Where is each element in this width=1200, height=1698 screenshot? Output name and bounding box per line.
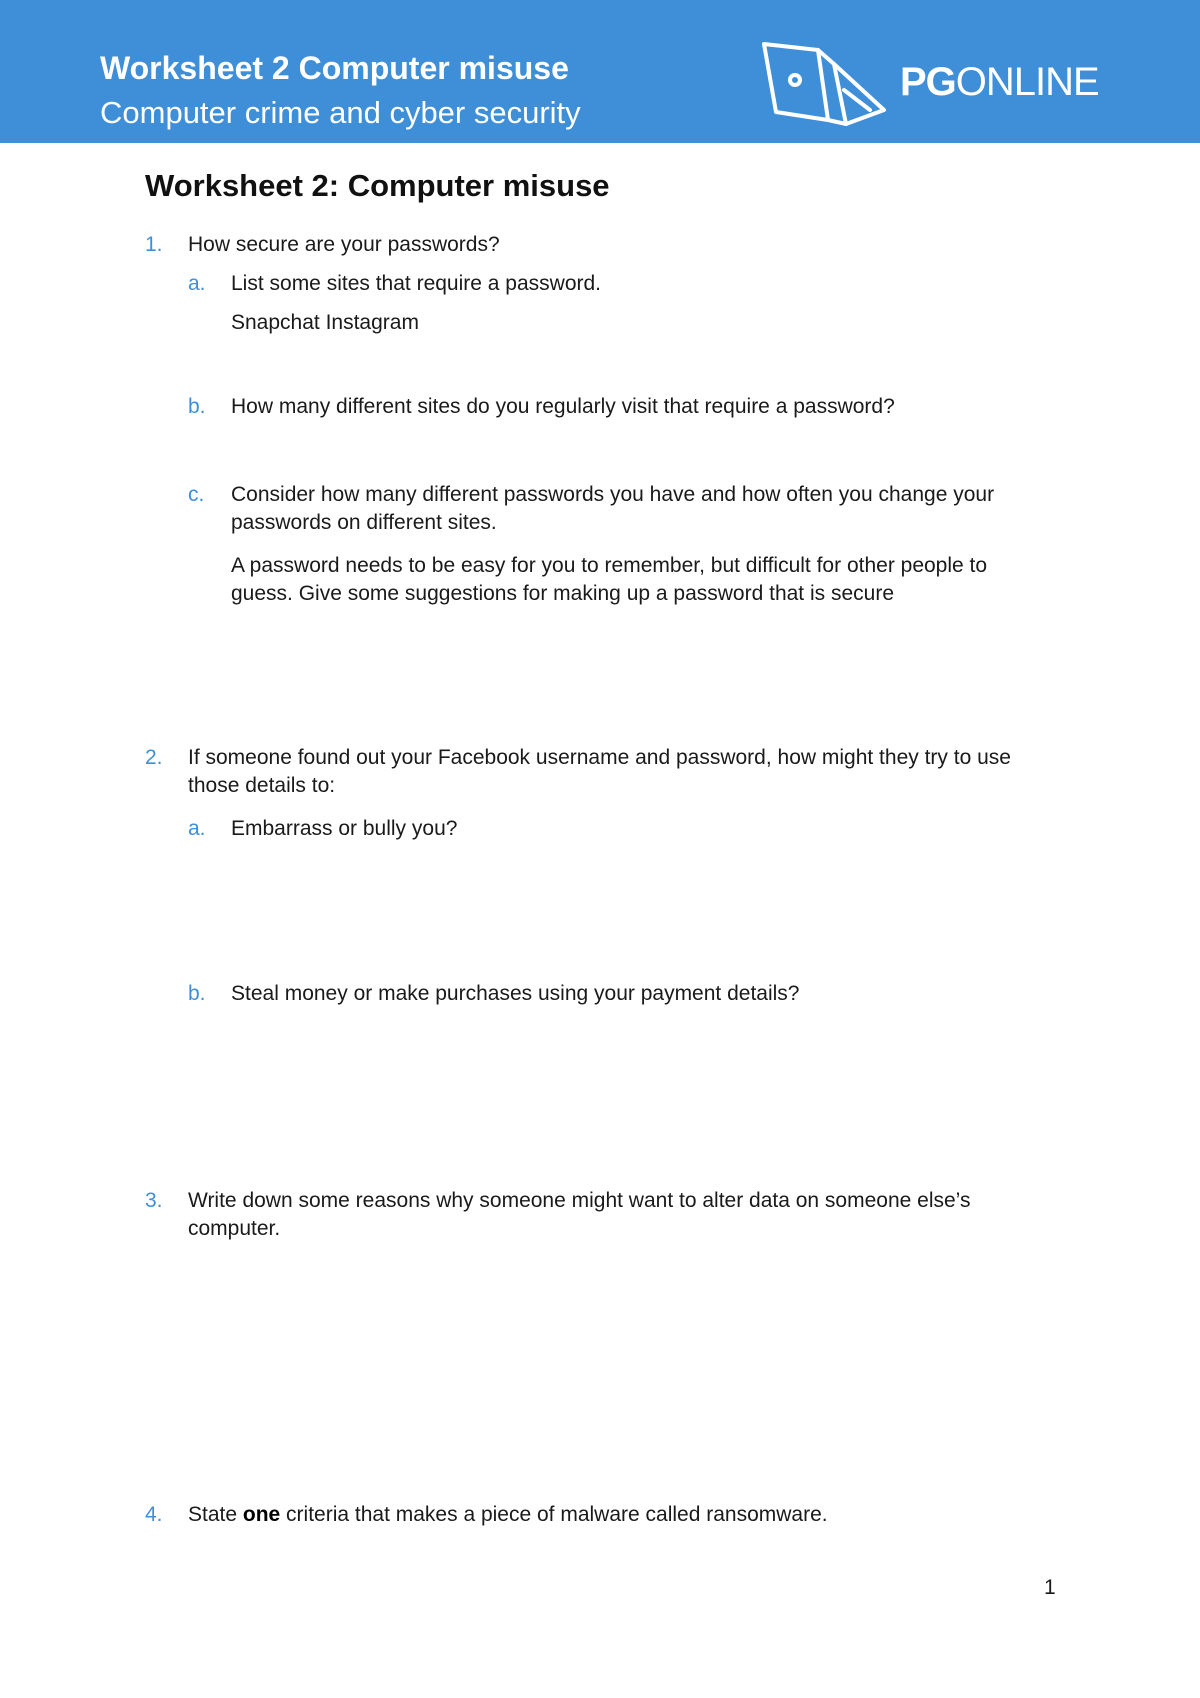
laptop-icon [758,40,890,126]
header-banner [0,0,1200,143]
header-title: Worksheet 2 Computer misuse [100,50,569,86]
question-1c-extra: A password needs to be easy for you to remember, but difficult for other people to guess. Give some suggestions for making up a password that is secure [231,554,988,605]
question-1a-answer: Snapchat Instagram [231,311,419,334]
question-4-text-after: criteria that makes a piece of malware called ransomware. [280,1503,828,1526]
question-1a-text: List some sites that require a password. [231,272,602,295]
question-1a-letter: a. [188,272,206,295]
question-1-number: 1. [145,233,163,256]
question-2-text: If someone found out your Facebook username and password, how might they try to use those details to: [188,746,1011,797]
question-4-text [188,1501,1048,1529]
page-number: 1 [1044,1576,1056,1599]
document-title: Worksheet 2: Computer misuse [145,168,610,203]
question-1b-letter: b. [188,395,206,418]
question-1c-text: Consider how many different passwords you have and how often you change your passwords on different sites. [231,483,995,534]
logo-pg: PG [900,60,956,104]
question-2a-text: Embarrass or bully you? [231,817,458,840]
question-2-number: 2. [145,746,163,769]
question-4-number: 4. [145,1503,163,1526]
question-2a-letter: a. [188,817,206,840]
question-3-text: Write down some reasons why someone might want to alter data on someone else’s computer. [188,1189,971,1240]
question-4-text-bold: one [242,1503,281,1526]
question-4-text-before: State [188,1503,243,1526]
question-1c-letter: c. [188,483,205,506]
logo-online: ONLINE [955,60,1099,104]
question-2b-letter: b. [188,982,206,1005]
logo-wordmark [900,60,1099,105]
question-1-text: How secure are your passwords? [188,233,500,256]
header-subtitle: Computer crime and cyber security [100,95,581,130]
question-1b-text: How many different sites do you regularly visit that require a password? [231,395,895,418]
question-3-number: 3. [145,1189,163,1212]
question-2b-text: Steal money or make purchases using your payment details? [231,982,800,1005]
